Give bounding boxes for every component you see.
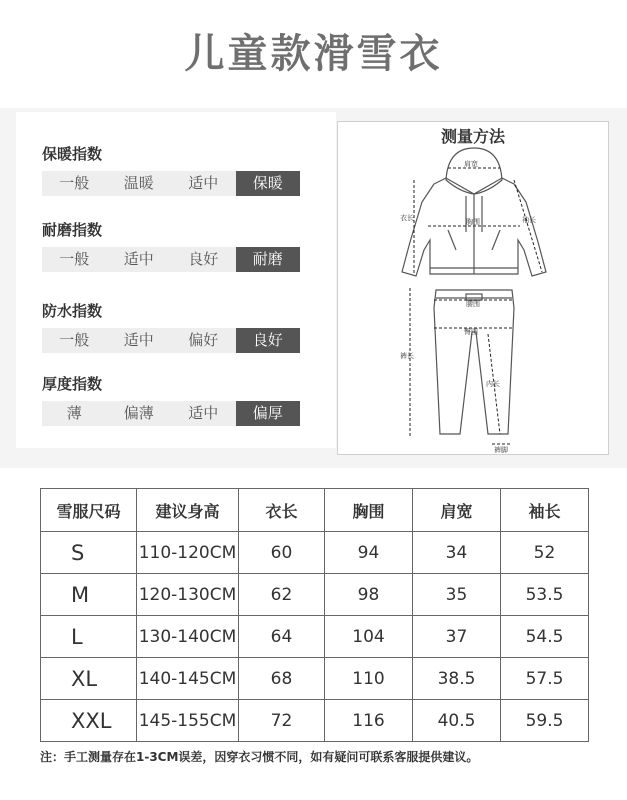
sleeve-label: 袖长 [522, 216, 536, 224]
scale-option: 适中 [123, 331, 154, 349]
length-cell: 62 [239, 574, 325, 616]
chest-cell: 110 [325, 658, 413, 700]
index-scale [42, 247, 300, 272]
index-title: 耐磨指数 [42, 221, 103, 239]
header-chest: 胸围 [325, 489, 413, 532]
header-sleeve: 袖长 [501, 489, 589, 532]
measurement-diagram [337, 121, 609, 455]
abrasion-index [42, 219, 300, 272]
scale-option-selected: 偏厚 [236, 401, 301, 426]
shoulder-cell: 37 [413, 616, 501, 658]
header-height: 建议身高 [137, 489, 239, 532]
waist-label: 腰围 [466, 300, 480, 308]
measure-labels [400, 159, 536, 454]
shoulder-label: 肩宽 [464, 160, 478, 168]
shoulder-cell: 34 [413, 532, 501, 574]
measurement-note: 注：手工测量存在1-3CM误差，因穿衣习惯不同，如有疑问可联系客服提供建议。 [40, 750, 479, 764]
shoulder-cell: 35 [413, 574, 501, 616]
hip-label: 臀围 [464, 328, 478, 336]
chest-cell: 104 [325, 616, 413, 658]
page-title: 儿童款滑雪衣 [184, 31, 443, 77]
scale-option: 适中 [188, 174, 219, 192]
length-cell: 72 [239, 700, 325, 742]
length-label: 衣长 [400, 214, 414, 222]
table-row [41, 532, 589, 574]
scale-option-selected: 保暖 [236, 171, 301, 196]
sleeve-cell: 52 [501, 532, 589, 574]
sleeve-cell: 59.5 [501, 700, 589, 742]
height-cell: 120-130CM [137, 574, 239, 616]
scale-option: 一般 [59, 331, 90, 349]
height-cell: 130-140CM [137, 616, 239, 658]
scale-option: 薄 [66, 404, 82, 422]
title-band [0, 0, 627, 108]
header-size: 雪服尺码 [41, 489, 137, 532]
scale-option: 一般 [59, 250, 90, 268]
shoulder-cell: 40.5 [413, 700, 501, 742]
sleeve-cell: 53.5 [501, 574, 589, 616]
height-cell: 110-120CM [137, 532, 239, 574]
table-header-row [41, 489, 589, 532]
scale-option: 偏薄 [123, 404, 154, 422]
length-cell: 64 [239, 616, 325, 658]
warmth-index [42, 143, 300, 196]
size-cell: M [41, 574, 137, 616]
chest-label: 胸围 [466, 218, 480, 226]
chest-cell: 98 [325, 574, 413, 616]
index-scale [42, 171, 300, 196]
size-table [40, 488, 589, 742]
size-cell: S [41, 532, 137, 574]
height-cell: 145-155CM [137, 700, 239, 742]
scale-option: 适中 [188, 404, 219, 422]
inseam-label: 内长 [486, 380, 500, 388]
length-cell: 68 [239, 658, 325, 700]
size-cell: L [41, 616, 137, 658]
height-cell: 140-145CM [137, 658, 239, 700]
index-scale [42, 401, 300, 426]
chest-cell: 94 [325, 532, 413, 574]
shoulder-cell: 38.5 [413, 658, 501, 700]
scale-option-selected: 耐磨 [236, 247, 301, 272]
index-scale [42, 328, 300, 353]
table-row [41, 574, 589, 616]
index-title: 厚度指数 [42, 375, 103, 393]
scale-option-selected: 良好 [236, 328, 301, 353]
index-title: 防水指数 [42, 302, 103, 320]
scale-option: 良好 [188, 250, 219, 268]
header-shoulder: 肩宽 [413, 489, 501, 532]
table-row [41, 616, 589, 658]
hem-label: 裤脚 [494, 446, 508, 454]
scale-option: 一般 [59, 174, 90, 192]
header-length: 衣长 [239, 489, 325, 532]
garment-illustration [338, 122, 610, 456]
pants-outline [434, 290, 514, 434]
scale-option: 适中 [123, 250, 154, 268]
length-cell: 60 [239, 532, 325, 574]
size-cell: XXL [41, 700, 137, 742]
index-title: 保暖指数 [42, 145, 103, 163]
scale-option: 温暖 [123, 174, 154, 192]
table-row [41, 658, 589, 700]
table-row [41, 700, 589, 742]
measurement-title: 测量方法 [440, 127, 505, 146]
sleeve-cell: 57.5 [501, 658, 589, 700]
sleeve-cell: 54.5 [501, 616, 589, 658]
chest-cell: 116 [325, 700, 413, 742]
thickness-index [42, 373, 300, 426]
waterproof-index [42, 300, 300, 353]
scale-option: 偏好 [188, 331, 219, 349]
size-cell: XL [41, 658, 137, 700]
pants-length-label: 裤长 [400, 352, 414, 360]
